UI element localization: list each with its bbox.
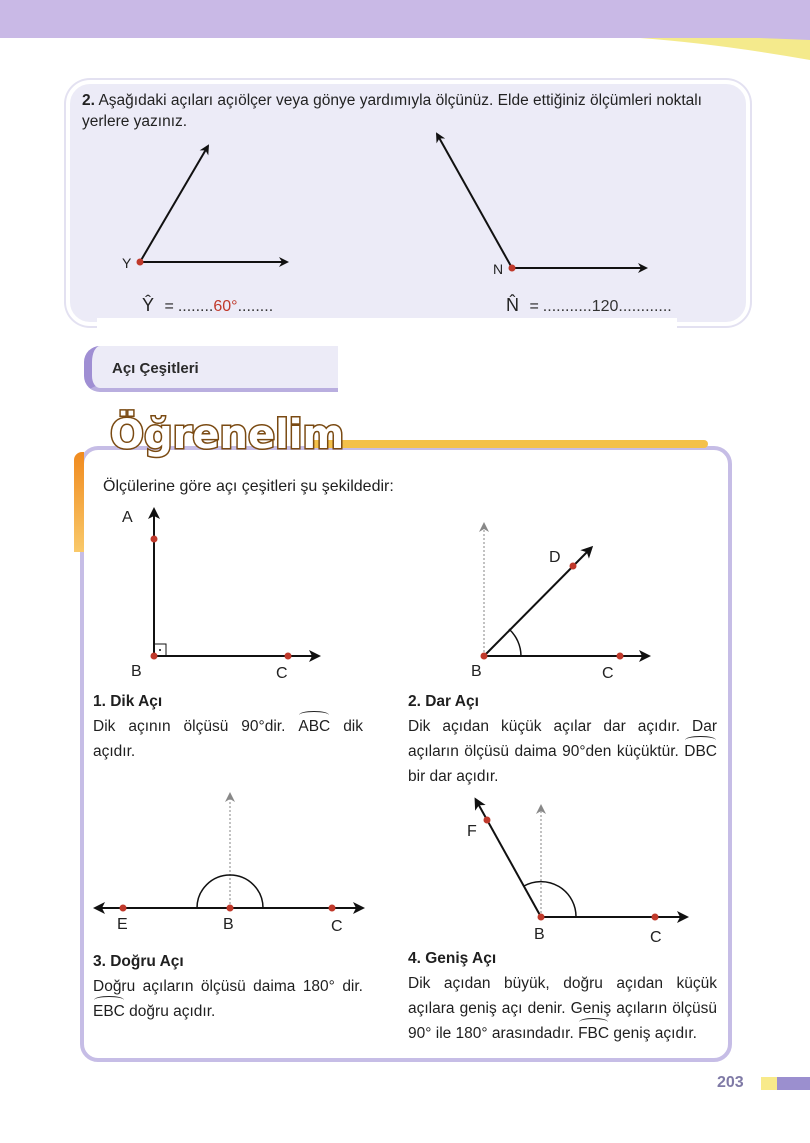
label-b: B xyxy=(223,916,234,933)
angle-y-symbol: Ŷ xyxy=(142,295,155,315)
obtuse-angle-text xyxy=(408,971,717,1046)
answer-dots: ........ xyxy=(177,298,214,315)
label-a: A xyxy=(122,509,133,526)
angle-notation: EBC xyxy=(93,999,125,1024)
straight-angle-text xyxy=(93,974,363,1024)
right-angle-desc-end: dik açıdır. xyxy=(93,718,364,760)
obtuse-angle-desc: Dik açıdan büyük, doğru açıdan küçük açılara geniş açı denir. Geniş açıların ölçüsü 90° ile 180° arasındadır. xyxy=(408,975,717,1042)
answer-y-value[interactable]: 60° xyxy=(213,298,238,315)
point-e xyxy=(120,905,127,912)
straight-angle-desc: Doğru açıların ölçüsü daima 180° dir. xyxy=(93,978,363,995)
exercise-instruction-text: Aşağıdaki açıları açıölçer veya gönye yardımıyla ölçünüz. Elde ettiğiniz ölçümleri noktalı yerlere yazınız. xyxy=(82,92,702,130)
answer-n-value[interactable]: 120 xyxy=(591,298,619,315)
answer-dots: ............ xyxy=(618,298,672,315)
obtuse-angle-desc-end: geniş açıdır. xyxy=(609,1025,697,1042)
angle-n-symbol: N̂ xyxy=(506,295,519,315)
right-angle-figure xyxy=(122,509,318,682)
label-c: C xyxy=(276,665,288,682)
equals-sign: = xyxy=(164,298,174,315)
point-b xyxy=(538,914,545,921)
right-angle-text xyxy=(93,714,363,764)
point-c xyxy=(652,914,659,921)
label-c: C xyxy=(650,929,662,946)
learn-intro: Ölçülerine göre açı çeşitleri şu şekildedir: xyxy=(103,478,394,495)
label-f: F xyxy=(467,823,477,840)
exercise-number: 2. xyxy=(82,92,95,109)
vertex-y-label: Y xyxy=(122,255,132,271)
page-number-stripe-yellow xyxy=(761,1077,777,1090)
learn-banner-title: Öğrenelim xyxy=(110,412,345,458)
point-f xyxy=(484,817,491,824)
vertex-n-label: N xyxy=(493,261,504,277)
acute-angle-figure xyxy=(471,524,648,682)
point-a xyxy=(151,536,158,543)
answer-dots: ........ xyxy=(237,298,274,315)
right-angle-desc: Dik açının ölçüsü 90°dir. xyxy=(93,718,299,735)
acute-angle-desc-end: bir dar açıdır. xyxy=(408,768,499,785)
straight-angle-heading: 3. Doğru Açı xyxy=(93,953,184,970)
section-title: Açı Çeşitleri xyxy=(112,360,199,377)
label-b: B xyxy=(471,663,482,680)
label-e: E xyxy=(117,916,128,933)
angle-notation: FBC xyxy=(578,1021,609,1046)
label-c: C xyxy=(331,918,343,935)
angle-notation: ABC xyxy=(298,714,330,739)
point-c xyxy=(329,905,336,912)
point-b xyxy=(481,653,488,660)
page-number-stripe-purple xyxy=(777,1077,810,1090)
acute-angle-heading: 2. Dar Açı xyxy=(408,693,479,710)
acute-angle-text xyxy=(408,714,717,789)
label-d: D xyxy=(549,549,561,566)
label-b: B xyxy=(131,663,142,680)
acute-angle-desc: Dik açıdan küçük açılar dar açıdır. Dar açıların ölçüsü daima 90°den küçüktür. xyxy=(408,718,717,760)
point-d xyxy=(570,563,577,570)
label-b: B xyxy=(534,926,545,943)
obtuse-angle-heading: 4. Geniş Açı xyxy=(408,950,497,967)
label-c: C xyxy=(602,665,614,682)
point-c xyxy=(617,653,624,660)
answer-dots: ........... xyxy=(542,298,592,315)
point-c xyxy=(285,653,292,660)
straight-angle-desc-end: doğru açıdır. xyxy=(124,1003,216,1020)
right-angle-heading: 1. Dik Açı xyxy=(93,693,163,710)
point-b xyxy=(227,905,234,912)
angle-notation: DBC xyxy=(684,739,717,764)
straight-angle-figure xyxy=(96,794,362,935)
obtuse-angle-figure xyxy=(467,800,686,946)
page-number: 203 xyxy=(717,1074,744,1091)
point-b xyxy=(151,653,158,660)
equals-sign: = xyxy=(529,298,539,315)
